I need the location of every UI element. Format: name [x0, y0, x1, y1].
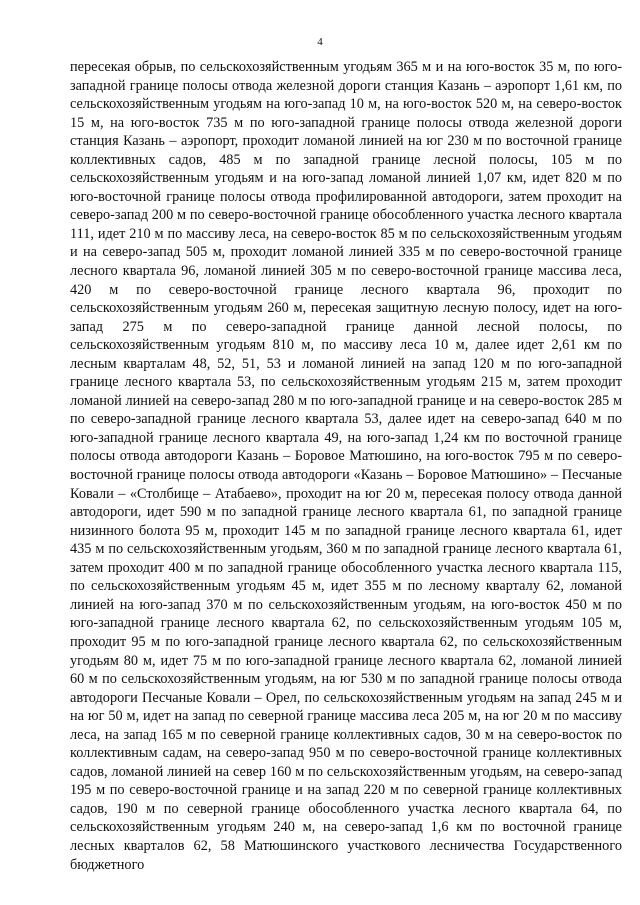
page-number: 4 — [317, 36, 323, 48]
body-text: пересекая обрыв, по сельскохозяйственным угодьям 365 м и на юго-восток 35 м, по юго-западной границе полосы отвода железной дороги станция Казань – аэропорт 1,61 км, по сельскохозяйственным угодьям на юго-запад 10 м, на юго-восток 520 м, на северо-восток 15 м, на юго-восток 735 м по юго-западной границе полосы отвода железной дороги станция Казань – аэропорт, проходит ломаной линией на юг 230 м по восточной границе коллективных садов, 485 м по западной границе лесной полосы, 105 м по сельскохозяйственным угодьям и на юго-запад ломаной линией 1,07 км, идет 820 м по юго-восточной границе полосы отвода профилированной автодороги, затем проходит на северо-запад 200 м по северо-восточной границе обособленного участка лесного квартала 111, идет 210 м по массиву леса, на северо-восток 85 м по сельскохозяйственным угодьям и на северо-запад 505 м, проходит ломаной линией 335 м по северо-восточной границе лесного квартала 96, ломаной линией 305 м по северо-восточной границе массива леса, 420 м по северо-восточной границе лесного квартала 96, проходит по сельскохозяйственным угодьям 260 м, пересекая защитную лесную полосу, идет на юго-запад 275 м по северо-западной границе данной лесной полосы, по сельскохозяйственным угодьям 810 м, по массиву леса 10 м, далее идет 2,61 км по лесным кварталам 48, 52, 51, 53 и ломаной линией на запад 120 м по юго-западной границе лесного квартала 53, по сельскохозяйственным угодьям 215 м, затем проходит ломаной линией на северо-запад 280 м по юго-западной границе и на северо-восток 285 м по северо-западной границе лесного квартала 53, далее идет на северо-запад 640 м по юго-западной границе лесного квартала 49, на юго-запад 1,24 км по восточной границе полосы отвода автодороги Казань – Боровое Матюшино, на юго-восток 795 м по северо-восточной границе полосы отвода автодороги «Казань – Боровое Матюшино» – Песчаные Ковали – «Столбище – Атабаево», проходит на юг 20 м, пересекая полосу отвода данной автодороги, идет 590 м по западной границе лесного квартала 61, по западной границе низинного болота 95 м, проходит 145 м по западной границе лесного квартала 61, идет 435 м по сельскохозяйственным угодьям, 360 м по западной границе лесного квартала 61, затем проходит 400 м по западной границе обособленного участка лесного квартала 115, по сельскохозяйственным угодьям 45 м, идет 355 м по лесному кварталу 62, ломаной линией на юго-запад 370 м по сельскохозяйственным угодьям, на юго-восток 450 м по юго-западной границе лесного квартала 62, по сельскохозяйственным угодьям 105 м, проходит 95 м по юго-западной границе лесного квартала 62, по сельскохозяйственным угодьям 80 м, идет 75 м по юго-западной границе лесного квартала 62, ломаной линией 60 м по сельскохозяйственным угодьям, на юг 530 м по западной границе полосы отвода автодороги Песчаные Ковали – Орел, по сельскохозяйственным угодьям на запад 245 м и на юг 50 м, идет на запад по северной границе массива леса 205 м, на юг 20 м по массиву леса, на запад 165 м по северной границе коллективных садов, 30 м на северо-восток по коллективным садам, на северо-запад 950 м по северо-восточной границе коллективных садов, ломаной линией на север 160 м по сельскохозяйственным угодьям, на северо-запад 195 м по северо-восточной границе и на запад 220 м по северной границе коллективных садов, 190 м по северной границе обособленного участка лесного квартала 64, по сельскохозяйственным угодьям 240 м, на северо-запад 1,6 км по восточной границе лесных кварталов 62, 58 Матюшинского участкового лесничества Государственного бюджетного — [70, 59, 622, 873]
